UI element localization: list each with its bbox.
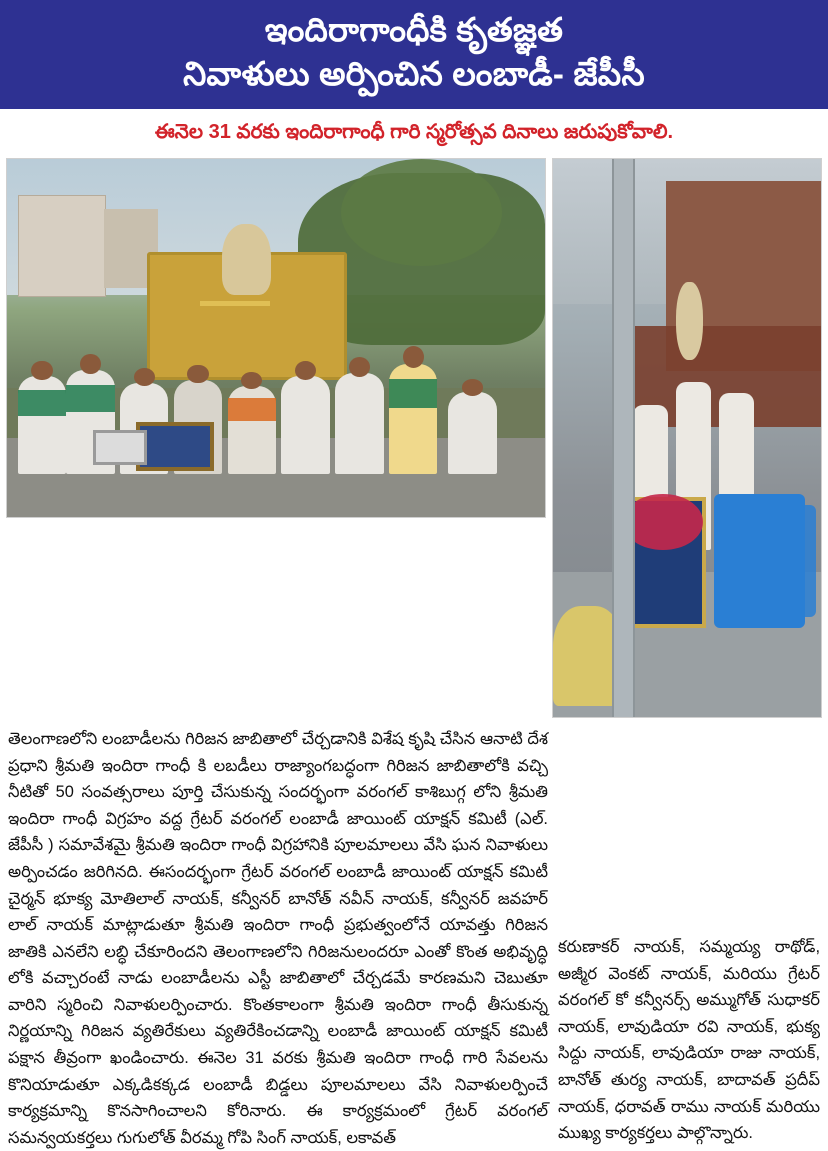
photo-person-head: [31, 361, 52, 381]
photo-secondary-garland: [552, 158, 822, 718]
photo-orange-scarf: [228, 398, 276, 421]
photo-flower-garland: [623, 494, 703, 550]
photo-person: [448, 392, 496, 474]
photo-crowd: [7, 317, 545, 475]
photo-person-head: [403, 346, 424, 368]
photo-statue-bust: [676, 282, 703, 360]
photo-green-scarf: [66, 385, 114, 412]
photo-main-statue-tribute: [6, 158, 546, 518]
headline-banner: [0, 0, 828, 109]
photo-person: [228, 386, 276, 474]
article-side-column: [558, 726, 820, 1151]
subheadline: ఈనెల 31 వరకు ఇందిరాగాంధీ గారి స్మరోత్సవ దినాలు జరుపుకోవాలి.: [0, 109, 828, 158]
headline-line-2: నివాళులు అర్పించిన లంబాడీ- జేపీసీ: [183, 54, 645, 92]
photo-person: [335, 373, 383, 474]
photo-person: [18, 376, 66, 474]
photo-person-head: [462, 379, 483, 395]
photo-ambedkar-portrait: [136, 422, 214, 471]
photo-platform-rail: [200, 301, 270, 306]
photo-metal-pole: [612, 159, 635, 717]
photo-person-head: [295, 361, 316, 381]
headline-line-1: ఇందిరాగాంధీకి కృతజ్ఞత: [264, 11, 564, 48]
photo-row: [0, 158, 828, 718]
photo-indira-gandhi-statue: [222, 224, 270, 296]
photo-building: [18, 195, 106, 297]
photo-person: [281, 376, 329, 474]
photo-person-head: [187, 365, 208, 384]
photo-chair: [714, 494, 805, 628]
article-main-paragraph: తెలంగాణలోని లంబాడీలను గిరిజన జాబితాలో చేర్చడానికి విశేష కృషి చేసిన ఆనాటి దేశ ప్రధాని శ్రీమతి ఇందిరా గాంధీ కి లబడీలు రాజ్యాంగబద్ధంగా గిరిజన జాబితాలోకి వచ్చి నీటితో 50 సంవత్సరాలు పూర్తి చేసుకున్న సందర్భంగా వరంగల్ కాశిబుగ్గ లోని శ్రీమతి ఇందిరా గాంధీ విగ్రహం వద్ద గ్రేటర్ వరంగల్ లంబాడీ జాయింట్ యాక్షన్ కమిటీ (ఎల్. జేపీసీ ) సమావేశమై శ్రీమతి ఇందిరా గాంధీ విగ్రహానికి పూలమాలలు వేసి ఘన నివాళులు అర్పించడం జరిగినది. ఈసందర్భంగా గ్రేటర్ వరంగల్ లంబాడీ జాయింట్ యాక్షన్ కమిటీ చైర్మన్ భూక్య మోతిలాల్ నాయక్, కన్వీనర్ బానోత్ నవీన్ నాయక్, కన్వీనర్ జవహర్ లాల్ నాయక్ మాట్లాడుతూ శ్రీమతి ఇందిరా గాంధీ ప్రభుత్వంలోనే యావత్తు గిరిజన జాతికి ఎనలేని లబ్ధి చేకూరిందని తెలంగాణలోని గిరిజనులందరూ ఎంతో కొంత అభివృద్ధి లోకి వచ్చారంటే నాడు లంబాడీలను ఎస్టీ జాబితాలో చేర్చడమే కారణమని చెబుతూ వారిని స్మరించి నివాళులర్పించారు. కొంతకాలంగా శ్రీమతి ఇందిరా గాంధీ తీసుకున్న నిర్ణయాన్ని గిరిజన వ్యతిరేకులు వ్యతిరేకించడాన్ని లంబాడీ జాయింట్ యాక్షన్ కమిటీ పక్షాన తీవ్రంగా ఖండించారు. ఈనెల 31 వరకు శ్రీమతి ఇందిరా గాంధీ గారి సేవలను కొనియాడుతూ ఎక్కడికక్కడ లంబాడీ బిడ్డలు పూలమాలలు వేసి నివాళులర్పించే కార్యక్రమాన్ని కొనసాగించాలని కోరినారు. ఈ కార్యక్రమంలో గ్రేటర్ వరంగల్ సమన్వయకర్తలు గుగులోత్ వీరమ్మ గోపి సింగ్ నాయక్, లకావత్: [8, 730, 548, 1147]
side-column-spacer: [558, 726, 820, 934]
photo-person-head: [80, 354, 101, 375]
photo-green-scarf: [18, 390, 66, 415]
article-main-column: [8, 726, 548, 1151]
photo-person-head: [349, 357, 370, 377]
photo-person: [389, 364, 437, 474]
article-side-paragraph: కరుణాకర్ నాయక్, సమ్మయ్య రాథోడ్, అజ్మీర వెంకట్ నాయక్, మరియు గ్రేటర్ వరంగల్ కో కన్వీనర్స్ అమ్ముగోత్ సుధాకర్ నాయక్, లావుడియా రవి నాయక్, భుక్య సిద్దు నాయక్, లావుడియా రాజు నాయక్, బానోత్ తుర్య నాయక్, బాదావత్ ప్రదీప్ నాయక్, ధరావత్ రాము నాయక్ మరియు ముఖ్య కార్యకర్తలు పాల్గొన్నారు.: [558, 938, 820, 1143]
photo-person-head: [134, 368, 155, 386]
photo-person-head: [241, 372, 262, 390]
photo-secondary-portrait: [93, 430, 147, 464]
photo-green-scarf: [389, 379, 437, 408]
photo-trees-secondary: [341, 159, 502, 266]
article-body: [0, 718, 828, 1151]
